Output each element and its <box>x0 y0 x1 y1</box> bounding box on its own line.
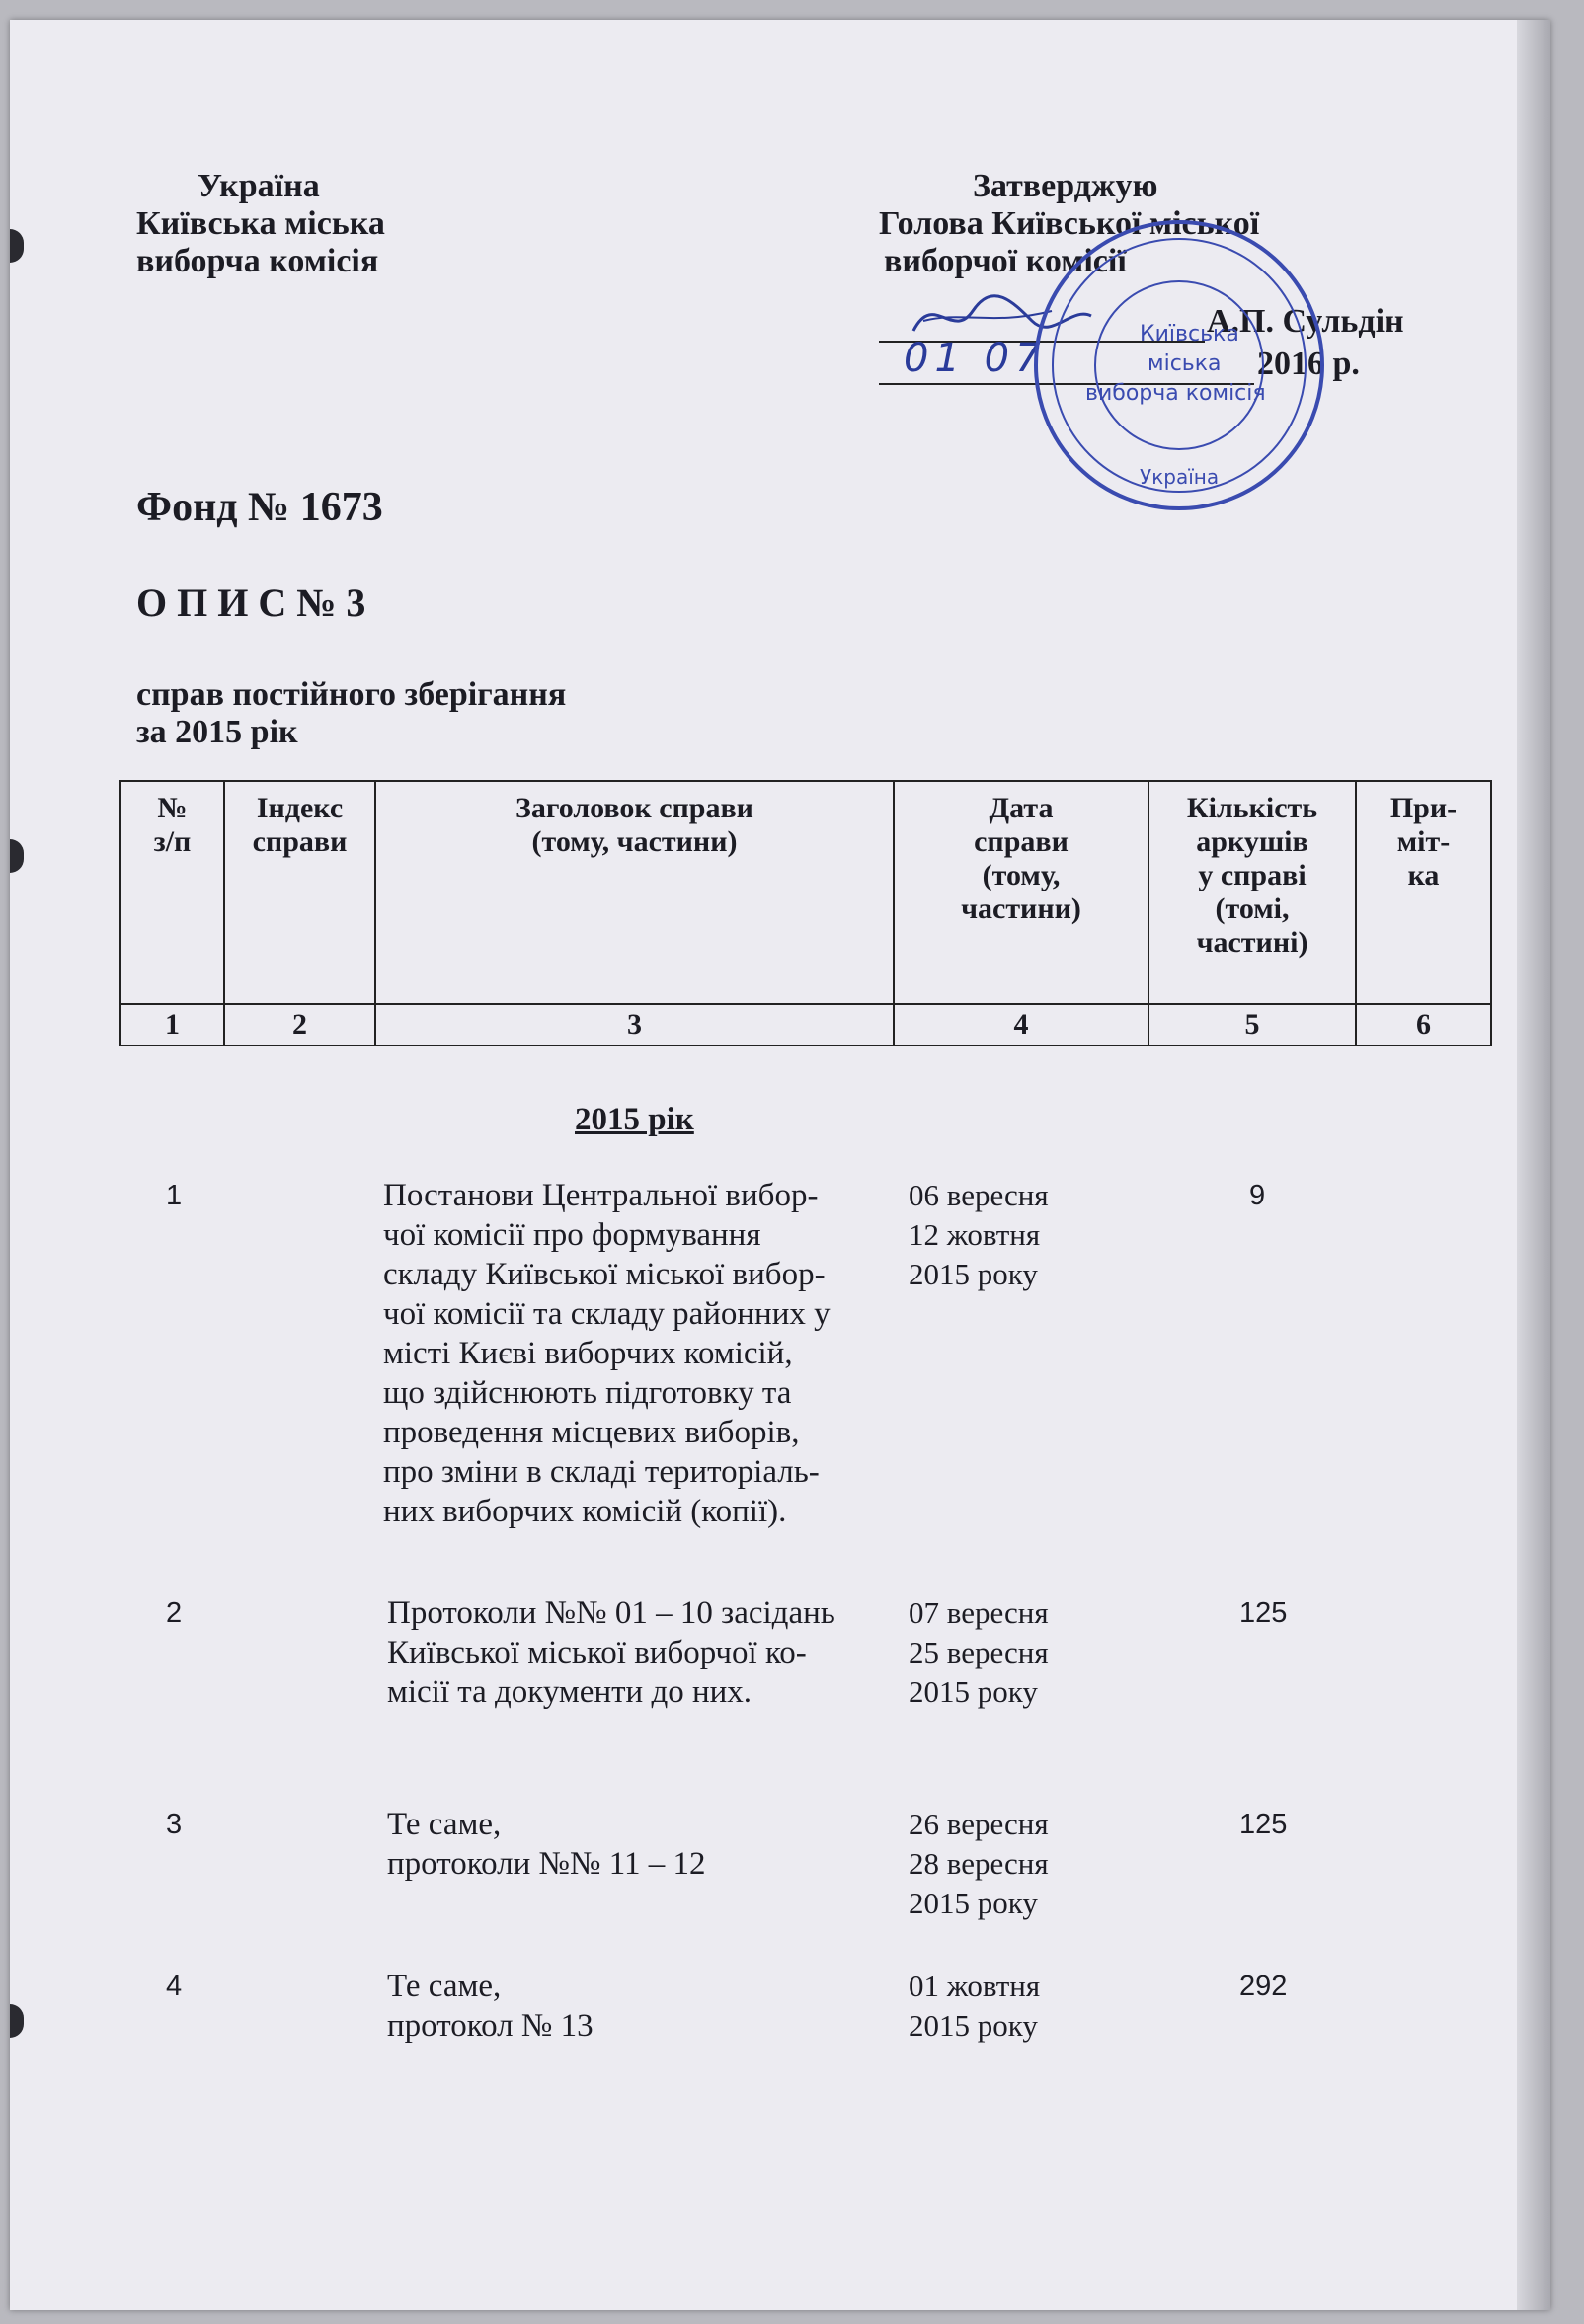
entry-title-line: Протоколи №№ 01 – 10 засідань <box>387 1595 835 1631</box>
entry-title-line: що здійснюють підготовку та <box>383 1375 792 1411</box>
col-number: 2 <box>224 1004 375 1046</box>
col-header-date: Дата справи (тому, частини) <box>894 781 1148 1004</box>
col-header-note: При- міт- ка <box>1356 781 1491 1004</box>
entry-title-line: протоколи №№ 11 – 12 <box>387 1846 706 1882</box>
page-edge <box>1517 20 1550 2310</box>
section-year-heading: 2015 рік <box>575 1102 694 1137</box>
binder-hole <box>10 229 24 263</box>
entry-title-line: Київської міської виборчої ко- <box>387 1635 807 1670</box>
col-numbers-row <box>120 1004 1491 1046</box>
entry-title-line: Те саме, <box>387 1969 502 2004</box>
entry-number: 4 <box>166 1971 183 2002</box>
col-number: 6 <box>1356 1004 1491 1046</box>
entry-date-line: 12 жовтня <box>909 1217 1041 1252</box>
entry-title-line: про зміни в складі територіаль- <box>383 1454 820 1490</box>
col-header-sheets: Кількість аркушів у справі (томі, частині) <box>1148 781 1356 1004</box>
document-page <box>10 20 1550 2310</box>
opys-number: О П И С № 3 <box>136 581 366 625</box>
approval-year: 2016 р. <box>1257 346 1360 382</box>
entry-title-line: Те саме, <box>387 1807 502 1842</box>
entry-sheets: 292 <box>1239 1971 1288 2002</box>
entry-date-line: 26 вересня <box>909 1807 1049 1841</box>
approver-name: А.П. Сульдін <box>1207 303 1404 340</box>
entry-date-line: 07 вересня <box>909 1595 1049 1630</box>
entry-number: 2 <box>166 1597 183 1629</box>
entry-title-line: місті Києві виборчих комісій, <box>383 1336 793 1371</box>
col-header-title: Заголовок справи (тому, частини) <box>375 781 894 1004</box>
stamp-text-bottom: виборча комісія <box>1085 381 1266 406</box>
binder-hole <box>10 839 24 873</box>
entry-date-line: 2015 року <box>909 1257 1038 1291</box>
approver-title-line1: Голова Київської міської <box>879 205 1260 242</box>
entry-title-line: Постанови Центральної вибор- <box>383 1178 819 1213</box>
entry-title <box>387 1805 706 1884</box>
entry-title-line: чої комісії та складу районних у <box>383 1296 831 1332</box>
col-number: 3 <box>375 1004 894 1046</box>
entry-title <box>383 1176 831 1531</box>
official-stamp <box>1031 217 1327 513</box>
header-org-line2: виборча комісія <box>136 243 379 279</box>
entry-date-line: 01 жовтня <box>909 1969 1041 2003</box>
entry-date-line: 2015 року <box>909 2008 1038 2043</box>
entry-dates <box>909 1176 1049 1294</box>
col-number: 1 <box>120 1004 224 1046</box>
binder-hole <box>10 2004 24 2038</box>
entry-number: 1 <box>166 1180 183 1211</box>
col-number: 5 <box>1148 1004 1356 1046</box>
entry-sheets: 9 <box>1249 1180 1266 1211</box>
entry-sheets: 125 <box>1239 1809 1288 1840</box>
entry-date-line: 06 вересня <box>909 1178 1049 1212</box>
stamp-text-middle: міська <box>1148 351 1222 376</box>
entry-title-line: складу Київської міської вибор- <box>383 1257 826 1292</box>
inventory-table-header <box>119 780 1492 1046</box>
entry-sheets: 125 <box>1239 1597 1288 1629</box>
col-header-number: № з/п <box>120 781 224 1004</box>
entry-dates <box>909 1805 1049 1923</box>
handwritten-date: 01 07 <box>904 336 1047 381</box>
entry-date-line: 25 вересня <box>909 1635 1049 1669</box>
col-header-index: Індекс справи <box>224 781 375 1004</box>
entry-dates <box>909 1967 1040 2046</box>
subtitle-year: за 2015 рік <box>136 714 298 750</box>
entry-title-line: них виборчих комісій (копії). <box>383 1494 787 1529</box>
entry-title-line: проведення місцевих виборів, <box>383 1415 800 1450</box>
stamp-text-top: Київська <box>1140 322 1239 347</box>
approver-title-line2: виборчої комісії <box>884 243 1127 279</box>
approval-label: Затверджую <box>973 168 1158 204</box>
entry-title-line: місії та документи до них. <box>387 1674 752 1710</box>
entry-title-line: чої комісії про формування <box>383 1217 761 1253</box>
entry-number: 3 <box>166 1809 183 1840</box>
entry-date-line: 28 вересня <box>909 1846 1049 1881</box>
header-country: Україна <box>198 168 320 204</box>
entry-title-line: протокол № 13 <box>387 2008 594 2044</box>
entry-title <box>387 1593 835 1712</box>
header-org-line1: Київська міська <box>136 205 385 242</box>
entry-date-line: 2015 року <box>909 1674 1038 1709</box>
fond-number: Фонд № 1673 <box>136 485 383 530</box>
entry-date-line: 2015 року <box>909 1886 1038 1920</box>
entry-title <box>387 1967 594 2046</box>
col-number: 4 <box>894 1004 1148 1046</box>
entry-dates <box>909 1593 1049 1712</box>
subtitle-storage: справ постійного зберігання <box>136 676 567 713</box>
stamp-text-country: Україна <box>1140 465 1220 489</box>
